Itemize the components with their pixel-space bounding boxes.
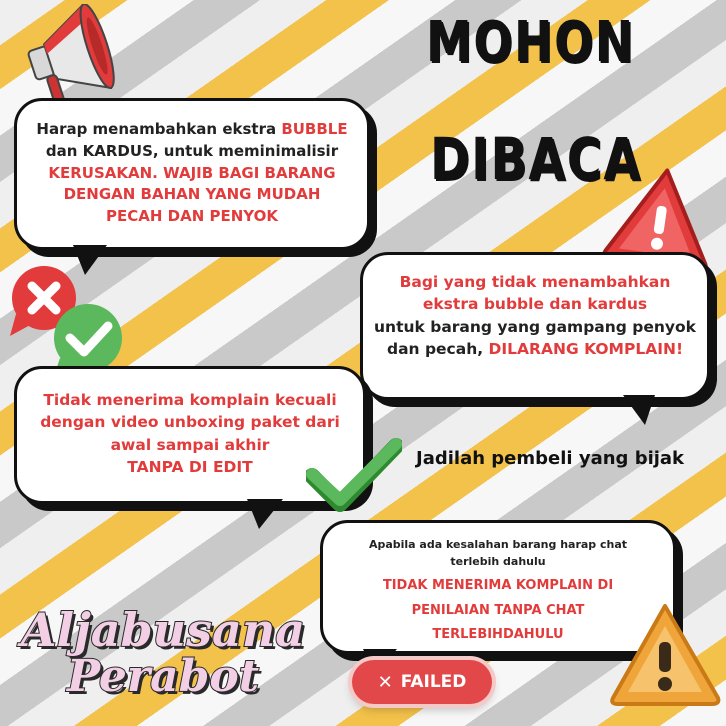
tagline: Jadilah pembeli yang bijak	[416, 448, 685, 469]
close-icon: ✕	[377, 671, 393, 693]
checkmark-icon	[306, 438, 402, 512]
bubble-text-highlight: Bagi yang tidak menambahkan ekstra bubble dan kardus	[399, 273, 671, 314]
bubble-text-part: untuk barang yang gampang penyok dan pecah,	[374, 317, 696, 359]
bubble-text-part: dan KARDUS, untuk meminimalisir	[45, 141, 339, 160]
brand-line-2: Perabot	[66, 651, 260, 703]
bubble-text-highlight: BUBBLE	[281, 120, 348, 138]
bubble-text-highlight: TANPA DI EDIT	[127, 458, 253, 477]
heading-line-2: DIBACA	[430, 125, 642, 193]
brand-line-1: Aljabusana	[20, 603, 306, 657]
bubble-text-part: Harap menambahkan ekstra	[36, 120, 282, 138]
bubble-text-highlight: KERUSAKAN. WAJIB BAGI BARANG DENGAN BAHAN YANG MUDAH PECAH DAN PENYOK	[48, 163, 336, 225]
failed-label: FAILED	[400, 672, 467, 692]
bubble-text-highlight: Tidak menerima komplain kecuali dengan video unboxing paket dari awal sampai akhir	[40, 391, 340, 454]
speech-bubble-top-left	[14, 98, 370, 250]
brand-logo	[18, 603, 308, 703]
heading-line-1: MOHON	[426, 10, 635, 75]
failed-badge	[352, 660, 492, 704]
speech-bubble-right	[360, 252, 710, 400]
warning-icon	[606, 598, 724, 708]
bubble-text-highlight: DILARANG KOMPLAIN!	[483, 340, 684, 359]
bubble-small-text: Apabila ada kesalahan barang harap chat terlebih dahulu	[368, 538, 628, 568]
bubble-text-highlight: TIDAK MENERIMA KOMPLAIN DI PENILAIAN TANPA CHAT TERLEBIHDAHULU	[382, 578, 614, 643]
